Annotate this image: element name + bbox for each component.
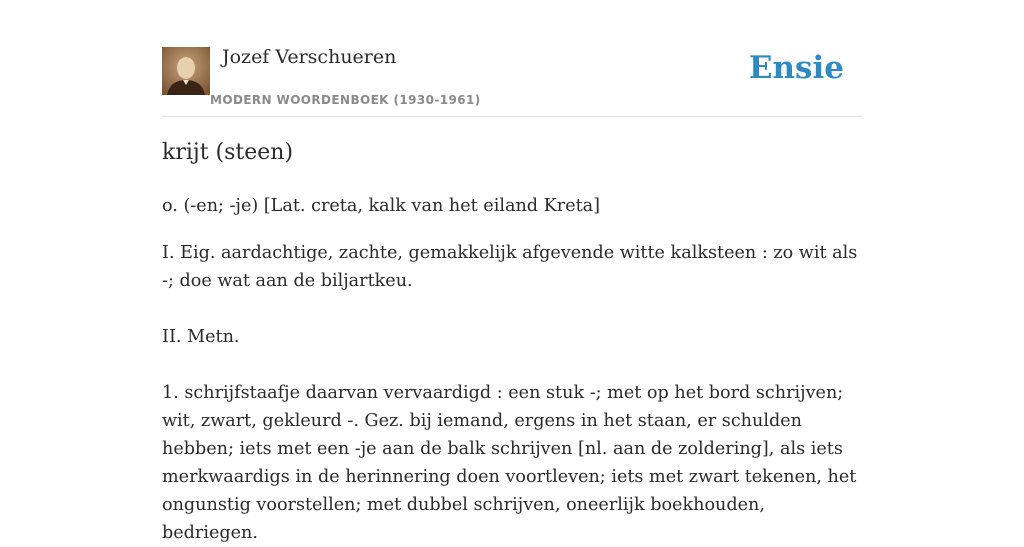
definition-paragraph: I. Eig. aardachtige, zachte, gemakkelijk afgevende witte kalksteen : zo wit als -; doe wat aan de biljartkeu. [162, 243, 858, 291]
entry-title: krijt (steen) [162, 140, 294, 165]
definition-paragraph: II. Metn. [162, 327, 240, 347]
author-name[interactable]: Jozef Verschueren [222, 46, 397, 68]
ensie-logo[interactable]: Ensie [748, 50, 844, 86]
entry-page [162, 0, 862, 543]
page-header [162, 0, 862, 117]
dictionary-source: MODERN WOORDENBOEK (1930-1961) [210, 93, 481, 107]
definition-paragraph: 1. schrijfstaafje daarvan vervaardigd : een stuk -; met op het bord schrijven; wit, zwart, gekleurd -. Gez. bij iemand, ergens in het staan, er schulden hebben; iets met een -je aan de balk schrijven [nl. aan de zoldering], als iets merkwaardigs in de herinnering doen voortleven; iets met zwart tekenen, het ongunstig voorstellen; met dubbel schrijven, oneerlijk boekhouden, bedriegen. [162, 383, 857, 543]
author-portrait-icon[interactable] [162, 47, 210, 95]
entry-grammar: o. (-en; -je) [Lat. creta, kalk van het eiland Kreta] [162, 196, 601, 216]
